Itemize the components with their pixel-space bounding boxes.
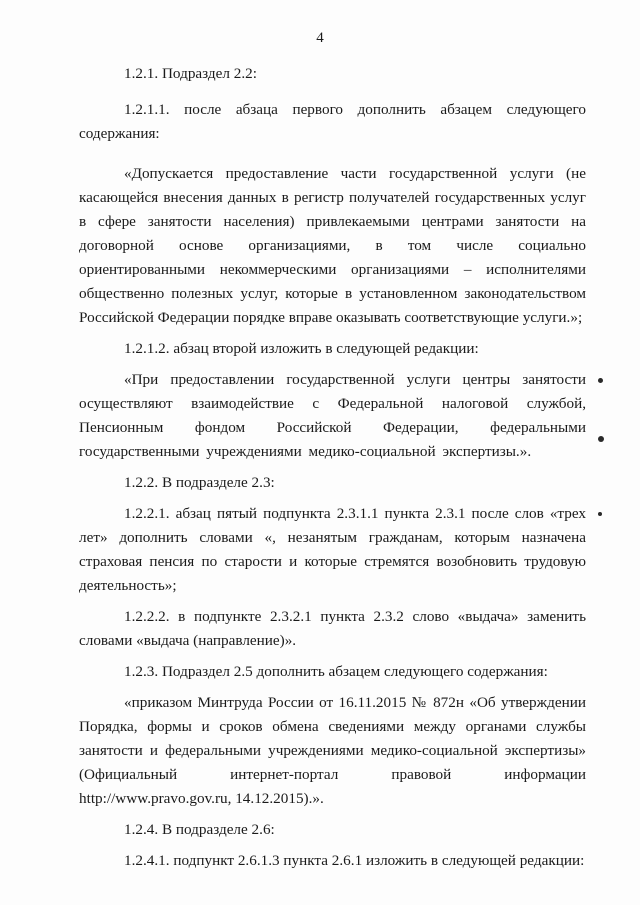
paragraph-quote-1: «Допускается предоставление части государственной услуги (не касающейся внесения данных в регистр получателей государственных услуг в сфере занятости населения) привлекаемыми центрами занятости на договорной основе организациями, в том числе социально ориентированными некоммерческими организациями – исполнителями общественно полезных услуг, которые в установленном законодательством Российской Федерации порядке вправе оказывать соответствующие услуги.»; [79, 165, 586, 326]
paragraph-1-2-2-2: 1.2.2.2. в подпункте 2.3.2.1 пункта 2.3.2 слово «выдача» заменить словами «выдача (направление)». [79, 608, 586, 649]
scan-speck [598, 378, 603, 383]
scan-speck [598, 512, 602, 516]
paragraph-1-2-4: 1.2.4. В подразделе 2.6: [124, 821, 275, 838]
paragraph-1-2-1-1: 1.2.1.1. после абзаца первого дополнить абзацем следующего содержания: [79, 101, 586, 142]
paragraph-1-2-4-1: 1.2.4.1. подпункт 2.6.1.3 пункта 2.6.1 изложить в следующей редакции: [124, 852, 585, 869]
paragraph-1-2-3: 1.2.3. Подраздел 2.5 дополнить абзацем следующего содержания: [124, 663, 548, 680]
paragraph-1-2-2: 1.2.2. В подразделе 2.3: [124, 474, 275, 491]
scan-speck [598, 436, 604, 442]
paragraph-1-2-2-1: 1.2.2.1. абзац пятый подпункта 2.3.1.1 пункта 2.3.1 после слов «трех лет» дополнить словами «, незанятым гражданам, которым назначена страховая пенсия по старости и которые стремятся возобновить трудовую деятельность»; [79, 505, 586, 594]
paragraph-quote-3: «приказом Минтруда России от 16.11.2015 № 872н «Об утверждении Порядка, формы и сроков обмена сведениями между органами службы занятости и федеральными учреждениями медико-социальной экспертизы» (Официальный интернет-портал правовой информации http://www.pravo.gov.ru, 14.12.2015).». [79, 694, 586, 807]
paragraph-1-2-1: 1.2.1. Подраздел 2.2: [124, 65, 257, 82]
paragraph-1-2-1-2: 1.2.1.2. абзац второй изложить в следующей редакции: [124, 340, 479, 357]
document-body [79, 62, 586, 873]
paragraph-quote-2: «При предоставлении государственной услуги центры занятости осуществляют взаимодействие с Федеральной налоговой службой, Пенсионным фондом Российской Федерации, федеральными государственными учреждениями медико-социальной экспертизы.». [79, 371, 586, 460]
page-number: 4 [316, 30, 324, 46]
